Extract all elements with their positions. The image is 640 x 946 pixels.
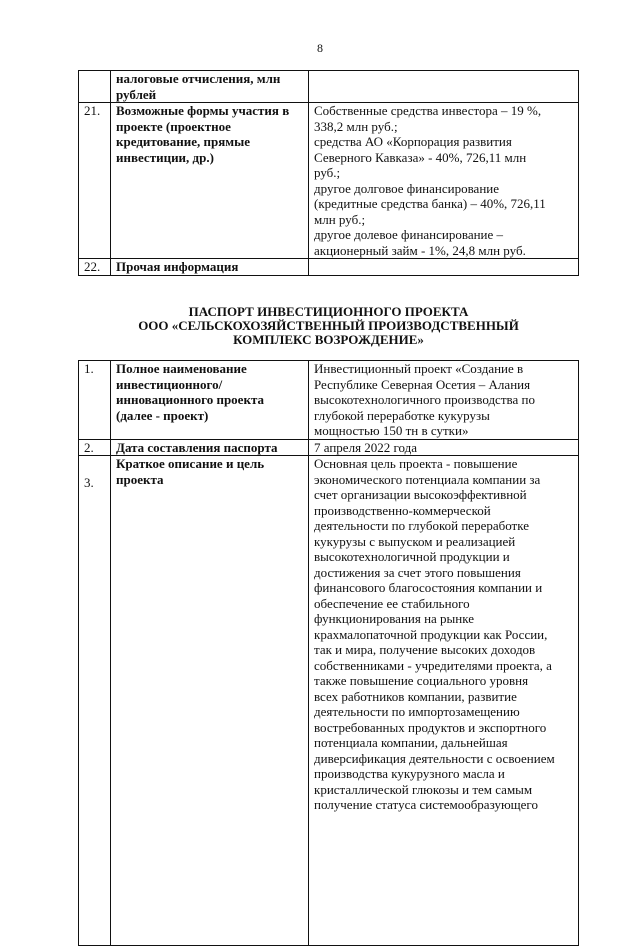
value-line: востребованных продуктов и экспортного: [314, 719, 547, 735]
row-number: 1.: [79, 361, 111, 440]
row-number: 2.: [79, 439, 111, 456]
value-line: собственниками - учредителями проекта, а: [314, 657, 552, 673]
table-row: [79, 439, 579, 456]
row-value: [309, 439, 579, 456]
row-number: 22.: [79, 259, 111, 276]
table-row: [79, 259, 579, 276]
value-line: так и мира, получение высоких доходов: [314, 642, 536, 657]
row-label: [111, 259, 309, 276]
label-line: Дата составления паспорта: [116, 439, 278, 455]
label-line: Возможные формы участия в: [116, 103, 290, 118]
table-row: [79, 456, 579, 946]
value-line: кристаллической глюкозы и тем самым: [314, 781, 533, 797]
title-line: ПАСПОРТ ИНВЕСТИЦИОННОГО ПРОЕКТА: [188, 304, 469, 319]
passport-table: [78, 360, 579, 946]
label-line: инвестиции, др.): [116, 149, 214, 165]
value-line: глубокой переработке кукурузы: [314, 407, 490, 423]
value-line: мощностью 150 тн в сутки»: [314, 423, 469, 438]
row-number: 21.: [79, 103, 111, 259]
row-label: [111, 103, 309, 259]
label-line: Полное наименование: [116, 361, 247, 376]
value-line: другое долговое финансирование: [314, 180, 500, 196]
page-number: 8: [317, 41, 323, 55]
value-line: млн руб.;: [314, 211, 366, 227]
value-line: финансового благосостояния компании и: [314, 580, 543, 595]
title-line: ООО «СЕЛЬСКОХОЗЯЙСТВЕННЫЙ ПРОИЗВОДСТВЕННЫЙ: [138, 318, 519, 333]
continuation-table: [78, 70, 579, 276]
value-line: акционерный займ - 1%, 24,8 млн руб.: [314, 242, 526, 258]
label-line: налоговые отчисления, млн: [116, 71, 281, 86]
value-line: обеспечение ее стабильного: [314, 595, 470, 611]
row-label: [111, 439, 309, 456]
title-line: КОМПЛЕКС ВОЗРОЖДЕНИЕ»: [233, 332, 424, 347]
value-line: всех работников компании, развитие: [314, 688, 517, 704]
value-line: потенциала компании, дальнейшая: [314, 735, 508, 750]
value-line: Основная цель проекта - повышение: [314, 456, 518, 471]
value-line: достижения за счет этого повышения: [314, 564, 521, 580]
label-line: кредитование, прямые: [116, 134, 251, 149]
label-line: Краткое описание и цель: [116, 456, 265, 471]
row-value: [309, 361, 579, 440]
label-line: рублей: [116, 86, 157, 102]
value-line: высокотехнологичного производства по: [314, 392, 535, 407]
value-line: производственно-коммерческой: [314, 502, 491, 518]
row-label: [111, 71, 309, 103]
value-line: Инвестиционный проект «Создание в: [314, 361, 524, 376]
table-row: [79, 361, 579, 440]
value-line: деятельности по глубокой переработке: [314, 518, 529, 533]
value-line: Собственные средства инвестора – 19 %,: [314, 103, 542, 118]
row-label: [111, 456, 309, 946]
value-line: Республике Северная Осетия – Алания: [314, 376, 531, 392]
row-value: [309, 456, 579, 946]
value-line: производства кукурузного масла и: [314, 766, 505, 781]
passport-title: [78, 305, 579, 347]
value-line: руб.;: [314, 165, 341, 180]
label-line: Прочая информация: [116, 259, 239, 274]
row-number: [79, 71, 111, 103]
label-line: инновационного проекта: [116, 392, 264, 407]
row-number: 3.: [79, 456, 111, 946]
value-line: 7 апреля 2022 года: [314, 439, 418, 455]
row-value: [309, 71, 579, 103]
label-line: инвестиционного/: [116, 376, 223, 392]
value-line: также повышение социального уровня: [314, 673, 529, 688]
row-value: [309, 103, 579, 259]
value-line: получение статуса системообразующего: [314, 797, 538, 812]
label-line: (далее - проект): [116, 407, 209, 423]
table-row: [79, 103, 579, 259]
value-line: высокотехнологичной продукции и: [314, 549, 510, 564]
value-line: средства АО «Корпорация развития: [314, 134, 512, 149]
value-line: диверсификация деятельности с освоением: [314, 750, 555, 766]
value-line: 338,2 млн руб.;: [314, 118, 398, 134]
label-line: проекта: [116, 471, 164, 487]
value-line: деятельности по импортозамещению: [314, 704, 520, 719]
table-row: [79, 71, 579, 103]
row-label: [111, 361, 309, 440]
label-line: проекте (проектное: [116, 118, 231, 134]
value-line: (кредитные средства банка) – 40%, 726,11: [314, 196, 546, 211]
value-line: крахмалопаточной продукции как России,: [314, 626, 548, 642]
value-line: экономического потенциала компании за: [314, 471, 541, 487]
value-line: счет организации высокоэффективной: [314, 487, 527, 502]
row-value: [309, 259, 579, 276]
value-line: кукурузы с выпуском и реализацией: [314, 533, 516, 549]
value-line: другое долевое финансирование –: [314, 227, 504, 242]
value-line: функционирования на рынке: [314, 611, 475, 626]
value-line: Северного Кавказа» - 40%, 726,11 млн: [314, 149, 527, 165]
